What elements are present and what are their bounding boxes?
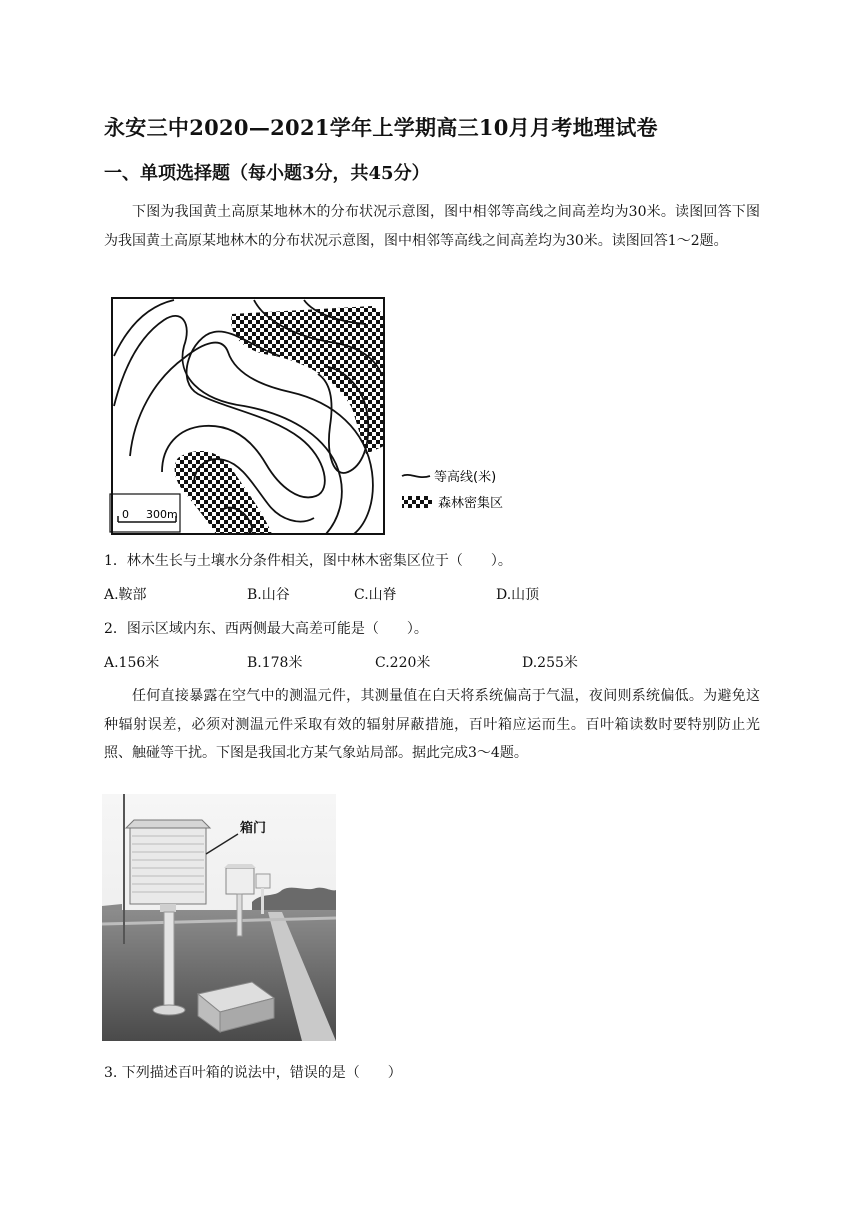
q1-option-b: B.山谷 — [247, 587, 290, 603]
legend-forest-symbol — [402, 496, 432, 508]
door-label: 箱门 — [240, 821, 267, 836]
legend-contour-label: 等高线(米) — [434, 470, 497, 485]
legend-forest-label: 森林密集区 — [438, 496, 504, 511]
q2-option-a: A.156米 — [104, 655, 160, 671]
scale-distance: 300m — [146, 508, 178, 521]
page-title: 永安三中2020—2021学年上学期高三10月月考地理试卷 — [104, 115, 658, 140]
legend-contour-symbol — [402, 475, 430, 477]
section-heading: 一、单项选择题（每小题3分，共45分） — [104, 163, 430, 184]
contour-map-figure — [104, 296, 524, 542]
weather-station-photo — [102, 794, 336, 1041]
intro-paragraph-2: 任何直接暴露在空气中的测温元件，其测量值在白天将系统偏高于气温，夜间则系统偏低。为避免这种辐射误差，必须对测温元件采取有效的辐射屏蔽措施，百叶箱应运而生。百叶箱读数时要特别防止光照、触碰等干扰。下图是我国北方某气象站局部。据此完成3～4题。 — [104, 688, 760, 761]
map-legend — [402, 469, 503, 511]
forest-area-southwest — [175, 451, 272, 534]
scale-bar — [110, 494, 180, 532]
question-3-stem: 3. 下列描述百叶箱的说法中，错误的是（ ） — [104, 1065, 402, 1081]
q1-option-c: C.山脊 — [354, 587, 397, 603]
scale-zero: 0 — [122, 508, 129, 521]
q2-option-b: B.178米 — [247, 655, 303, 671]
question-2-stem: 2．图示区域内东、西两侧最大高差可能是（ ）。 — [104, 621, 428, 637]
intro-paragraph-1: 下图为我国黄土高原某地林木的分布状况示意图，图中相邻等高线之间高差均为30米。读图回答下图为我国黄土高原某地林木的分布状况示意图，图中相邻等高线之间高差均为30米。读图回答1～2题。 — [104, 204, 760, 249]
q2-option-c: C.220米 — [375, 655, 431, 671]
q1-option-a: A.鞍部 — [104, 587, 147, 603]
q2-option-d: D.255米 — [522, 655, 578, 671]
question-1-stem: 1．林木生长与土壤水分条件相关，图中林木密集区位于（ ）。 — [104, 553, 512, 569]
q1-option-d: D.山顶 — [496, 587, 540, 603]
